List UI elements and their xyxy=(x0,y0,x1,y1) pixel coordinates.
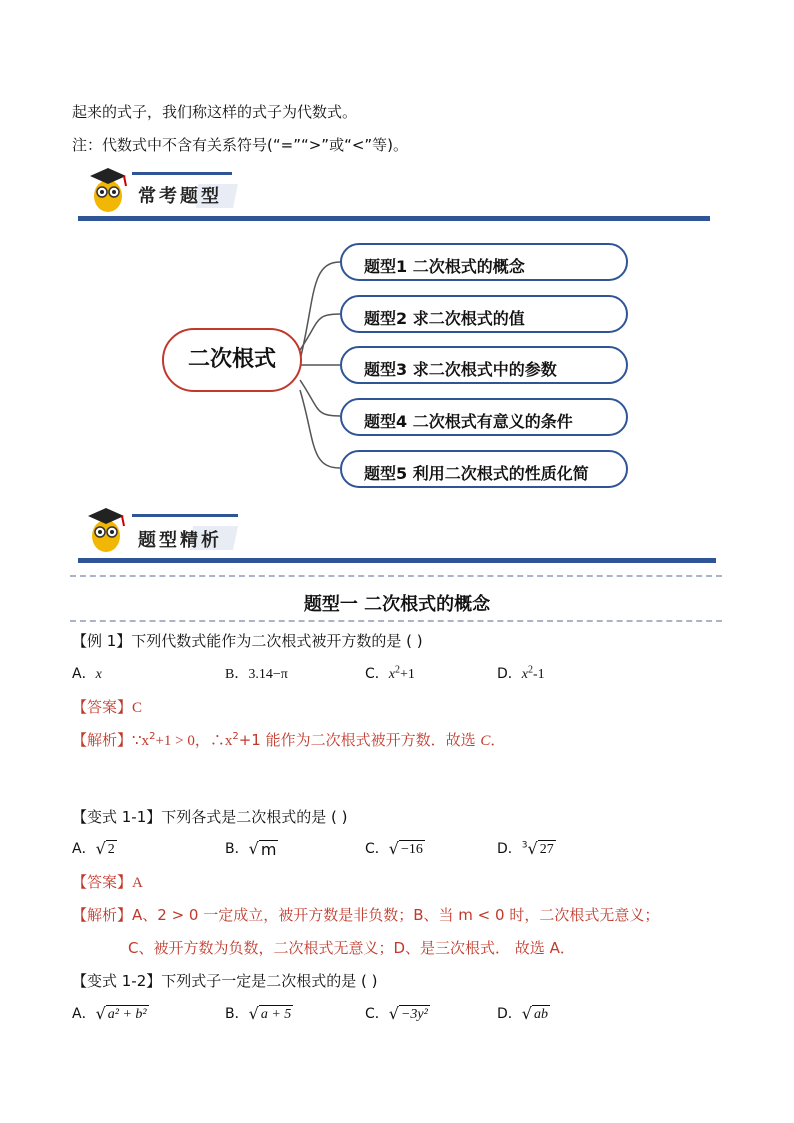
mindmap-item-label: 题型4 二次根式有意义的条件 xyxy=(364,412,573,431)
option-prefix: D． xyxy=(497,1006,522,1022)
option-a xyxy=(72,663,102,683)
option-a xyxy=(72,1003,149,1023)
variant-question: 【变式 1-1】下列各式是二次根式的是 ( ) xyxy=(72,808,348,826)
option-c xyxy=(365,838,425,858)
analysis-part: ∵x xyxy=(132,733,150,749)
analysis-choice: C xyxy=(480,733,491,749)
option-prefix: C． xyxy=(365,841,389,857)
sqrt-argument: m xyxy=(260,840,277,859)
option-prefix: D． xyxy=(497,666,522,682)
answer-label: 【答案】 xyxy=(72,873,133,891)
option-b xyxy=(225,1003,293,1023)
option-base: x xyxy=(388,667,395,682)
analysis-part: ． xyxy=(490,731,506,749)
intro-note: 注：代数式中不含有关系符号(“=”“>”或“<”等)。 xyxy=(72,136,409,154)
analysis-part: +1 > 0，∴x xyxy=(155,733,233,749)
option-value: x xyxy=(95,667,102,682)
sqrt-expression: √ m xyxy=(248,839,277,859)
option-d xyxy=(497,1003,550,1023)
option-a xyxy=(72,838,117,858)
sqrt-expression: √ a² + b² xyxy=(95,1004,147,1023)
owl-graduate-icon xyxy=(82,502,130,554)
option-exp: 2 xyxy=(528,664,533,676)
option-prefix: D． xyxy=(497,841,522,857)
option-prefix: C． xyxy=(365,1006,389,1022)
option-prefix: C． xyxy=(365,666,389,682)
sqrt-argument: 2 xyxy=(107,842,115,857)
topic-heading: 题型一 二次根式的概念 xyxy=(303,594,491,615)
answer-value: A xyxy=(132,875,143,891)
option-d xyxy=(497,838,556,858)
mindmap-center-label: 二次根式 xyxy=(187,347,276,372)
sqrt-expression: √ a + 5 xyxy=(248,1004,292,1023)
option-prefix: A． xyxy=(72,1006,96,1022)
divider xyxy=(70,575,722,577)
sqrt-argument: a + 5 xyxy=(260,1007,292,1022)
mindmap-item-label: 题型3 求二次根式中的参数 xyxy=(364,360,557,379)
option-rest: +1 xyxy=(400,667,415,682)
option-prefix: A． xyxy=(72,841,96,857)
mindmap-item-2 xyxy=(340,295,628,333)
analysis-line-continued: C、被开方数为负数，二次根式无意义；D、是三次根式． 故选 A． xyxy=(128,939,575,957)
mindmap-item-4 xyxy=(340,398,628,436)
analysis-label: 【解析】 xyxy=(72,731,133,749)
option-rest: -1 xyxy=(533,667,545,682)
intro-line: 起来的式子，我们称这样的式子为代数式。 xyxy=(72,103,358,121)
variant-question: 【变式 1-2】下列式子一定是二次根式的是 ( ) xyxy=(72,972,378,990)
option-prefix: B． xyxy=(225,841,249,857)
answer-label: 【答案】 xyxy=(72,698,133,716)
mindmap-item-label: 题型2 求二次根式的值 xyxy=(364,309,525,328)
option-base: x xyxy=(521,667,528,682)
section-header-common xyxy=(78,160,718,220)
section-title: 常考题型 xyxy=(138,186,222,207)
answer-line xyxy=(72,871,143,892)
option-c xyxy=(365,1003,430,1023)
mindmap-item-label: 题型1 二次根式的概念 xyxy=(364,257,525,276)
example-question: 【例 1】下列代数式能作为二次根式被开方数的是 ( ) xyxy=(72,632,423,650)
sqrt-expression: √ −16 xyxy=(388,839,423,858)
mindmap-center xyxy=(162,328,302,392)
mindmap-item-3 xyxy=(340,346,628,384)
analysis-line: 【解析】$\because x^2+1 > 0$，$\therefore x^2+1$ 能作为二次根式被开方数．故选 C． xyxy=(72,731,506,749)
option-d xyxy=(497,663,545,683)
sqrt-expression: √ 27 xyxy=(527,839,554,858)
section-header-analysis xyxy=(78,500,718,560)
analysis-part: +1 能作为二次根式被开方数．故选 xyxy=(238,731,481,749)
option-prefix: A． xyxy=(72,666,96,682)
option-c xyxy=(365,663,415,683)
option-b xyxy=(225,838,278,858)
option-exp: 2 xyxy=(395,664,400,676)
mindmap-item-1 xyxy=(340,243,628,281)
sqrt-expression: √ ab xyxy=(521,1004,548,1023)
analysis-line xyxy=(72,904,659,925)
mindmap-item-label: 题型5 利用二次根式的性质化简 xyxy=(364,464,589,483)
sqrt-expression: √ 2 xyxy=(95,839,115,858)
sqrt-expression: √ −3y² xyxy=(388,1004,428,1023)
sqrt-argument: ab xyxy=(533,1007,548,1022)
option-prefix: B． xyxy=(225,1006,249,1022)
sqrt-argument: 27 xyxy=(539,842,554,857)
sqrt-argument: a² + b² xyxy=(107,1007,147,1022)
option-b: B．3.14−π xyxy=(225,667,288,682)
analysis-text: A、2 > 0 一定成立，被开方数是非负数；B、当 m < 0 时，二次根式无意义； xyxy=(132,906,660,924)
mindmap-item-5 xyxy=(340,450,628,488)
analysis-label: 【解析】 xyxy=(72,906,133,924)
sqrt-argument: −3y² xyxy=(400,1007,428,1022)
root-index: 3 xyxy=(521,840,528,851)
divider xyxy=(70,620,722,622)
answer-line xyxy=(72,696,142,717)
section-title: 题型精析 xyxy=(138,530,222,551)
sqrt-argument: −16 xyxy=(400,842,423,857)
owl-graduate-icon xyxy=(84,162,132,214)
answer-value: C xyxy=(132,700,143,716)
